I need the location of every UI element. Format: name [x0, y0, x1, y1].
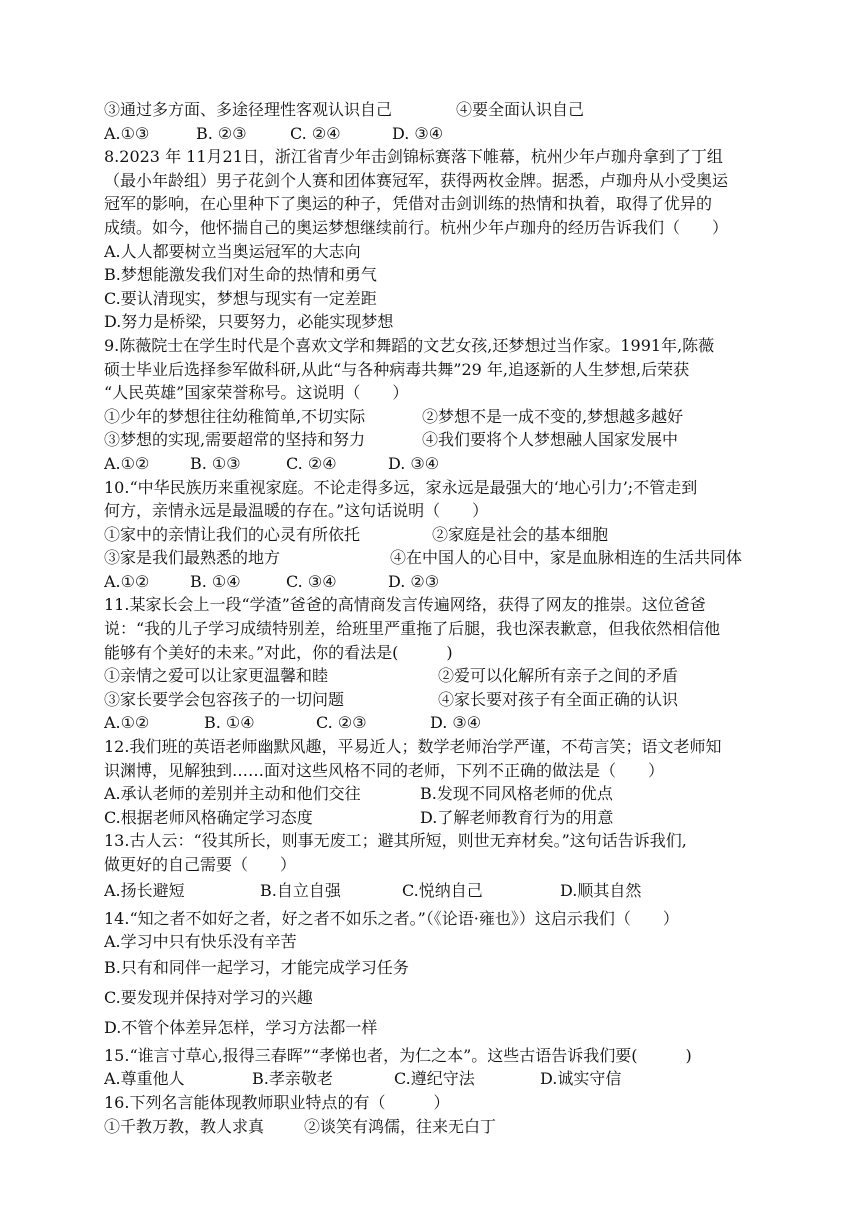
- q13-stem-line: 13.古人云：“役其所长，则事无废工；避其所短，则世无弃材矣。”这句话告诉我们,: [104, 831, 687, 851]
- q9-answer-choices: [104, 452, 769, 476]
- q16-stem-line: 16.下列名言能体现教师职业特点的有（ ）: [104, 1092, 450, 1112]
- q12-choice-a: A.承认老师的差别并主动和他们交往: [104, 784, 361, 804]
- choice-d: D. ③④: [388, 453, 440, 473]
- choice-b: B.自立自强: [260, 880, 341, 900]
- choice-c: C. ②④: [290, 123, 341, 143]
- choice-c: C.遵纪守法: [394, 1069, 475, 1089]
- choice-c: C.悦纳自己: [402, 880, 483, 900]
- q13-stem-line: 做更好的自己需要（ ）: [104, 855, 297, 874]
- q8-choice-a: A.人人都要树立当奥运冠军的大志向: [104, 241, 361, 261]
- q9-stem-line: 硕士毕业后选择参军做科研,从此“与各种病毒共舞”29 年,追逐新的人生梦想,后荣获: [104, 359, 690, 379]
- choice-a: A.①②: [104, 713, 150, 733]
- q13-answer-choices: [104, 877, 769, 907]
- choice-b: B. ①③: [190, 453, 241, 473]
- choice-b: B. ①④: [204, 713, 255, 733]
- q10-stem-line: 10.“中华民族历来重视家庭。不论走得多远，家永远是最强大的‘地心引力’;不管走到: [104, 477, 698, 497]
- q11-stem-line: 说：“我的儿子学习成绩特别差，给班里严重拖了后腿，我也深表歉意，但我依然相信他: [104, 619, 721, 639]
- q14-choice-a: A.学习中只有快乐没有辛苦: [104, 932, 297, 952]
- q12-choice-b: B.发现不同风格老师的优点: [420, 784, 613, 804]
- q10-answer-choices: [104, 570, 769, 594]
- choice-d: D.诚实守信: [540, 1069, 622, 1089]
- q14-stem-line: 14.“知之者不如好之者，好之者不如乐之者。”（《论语·雍也》）这启示我们（ ）: [104, 908, 679, 928]
- q9-stem-line: 9.陈薇院士在学生时代是个喜欢文学和舞蹈的文艺女孩,还梦想过当作家。1991年,陈薇: [104, 335, 715, 355]
- choice-c: C. ③④: [286, 571, 337, 591]
- q12-stem-line: 12.我们班的英语老师幽默风趣，平易近人；数学老师治学严谨，不苟言笑；语文老师知: [104, 737, 722, 757]
- q11-stem-line: 能够有个美好的未来。”对此，你的看法是( ): [104, 642, 453, 662]
- q10-stem-line: 何方，亲情永远是最温暖的存在。”这句话说明（ ）: [104, 501, 489, 521]
- q11-stem-line: 11.某家长会上一段“学渣”爸爸的高情商发言传遍网络，获得了网友的推崇。这位爸爸: [104, 595, 706, 615]
- q9-option-1: ①少年的梦想往往幼稚简单,不切实际: [104, 406, 366, 426]
- q10-options-1-2: [104, 523, 769, 547]
- q11-option-2: ②爱可以化解所有亲子之间的矛盾: [438, 666, 679, 686]
- choice-a: A.①②: [104, 571, 150, 591]
- q7-option-4: ④要全面认识自己: [456, 100, 585, 119]
- q15-answer-choices: [104, 1067, 769, 1091]
- q8-stem-line: 8.2023 年 11月21日，浙江省青少年击剑锦标赛落下帷幕，杭州少年卢珈舟拿到了丁组: [104, 147, 723, 167]
- q8-choice-c: C.要认清现实，梦想与现实有一定差距: [104, 288, 377, 308]
- choice-d: D. ③④: [430, 713, 482, 733]
- exam-page: [104, 98, 769, 1138]
- q14-choice-c: C.要发现并保持对学习的兴趣: [104, 987, 313, 1007]
- q10-option-3: ③家是我们最熟悉的地方: [104, 548, 281, 568]
- q9-option-3: ③梦想的实现,需要超常的坚持和努力: [104, 430, 366, 450]
- choice-d: D.顺其自然: [560, 880, 642, 900]
- choice-a: A.①②: [104, 453, 150, 473]
- choice-a: A.尊重他人: [104, 1069, 185, 1089]
- q10-option-4: ④在中国人的心目中，家是血脉相连的生活共同体: [390, 548, 743, 568]
- q8-choice-b: B.梦想能激发我们对生命的热情和勇气: [104, 265, 377, 285]
- q11-answer-choices: [104, 711, 769, 735]
- choice-b: B.孝亲敬老: [252, 1069, 333, 1089]
- choice-d: D. ②③: [388, 571, 440, 591]
- q11-options-3-4: [104, 688, 769, 712]
- choice-a: A.①③: [104, 123, 150, 143]
- q16-option-2: ②谈笑有鸿儒，往来无白丁: [304, 1116, 497, 1136]
- choice-d: D. ③④: [392, 123, 444, 143]
- q11-option-1: ①亲情之爱可以让家更温馨和睦: [104, 666, 329, 686]
- q7-options-3-4: [104, 98, 769, 122]
- choice-b: B. ①④: [190, 571, 241, 591]
- q12-choices-a-b: [104, 782, 769, 806]
- q12-choice-c: C.根据老师风格确定学习态度: [104, 807, 313, 827]
- q16-option-1: ①千教万教，教人求真: [104, 1116, 265, 1136]
- q14-choice-b: B.只有和同伴一起学习，才能完成学习任务: [104, 957, 409, 977]
- q10-options-3-4: [104, 546, 769, 570]
- q10-option-1: ①家中的亲情让我们的心灵有所依托: [104, 524, 361, 544]
- q11-option-3: ③家长要学会包容孩子的一切问题: [104, 689, 345, 709]
- q7-answer-choices: [104, 122, 769, 146]
- q9-option-4: ④我们要将个人梦想融人国家发展中: [422, 430, 679, 450]
- q7-option-3: ③通过多方面、多途径理性客观认识自己: [104, 100, 393, 119]
- choice-a: A.扬长避短: [104, 880, 185, 900]
- choice-c: C. ②③: [316, 713, 367, 733]
- q11-option-4: ④家长要对孩子有全面正确的认识: [438, 689, 679, 709]
- choice-c: C. ②④: [286, 453, 337, 473]
- q8-stem-line: （最小年龄组）男子花剑个人赛和团体赛冠军，获得两枚金牌。据悉，卢珈舟从小受奥运: [104, 170, 729, 190]
- q12-choices-c-d: [104, 806, 769, 830]
- q12-choice-d: D.了解老师教育行为的用意: [420, 807, 614, 827]
- q12-stem-line: 识渊博，见解独到……面对这些风格不同的老师，下列不正确的做法是（ ）: [104, 760, 665, 780]
- q15-stem-line: 15.“谁言寸草心,报得三春晖”“孝悌也者，为仁之本”。这些古语告诉我们要( ): [104, 1045, 692, 1065]
- q10-option-2: ②家庭是社会的基本细胞: [432, 524, 609, 544]
- q11-options-1-2: [104, 664, 769, 688]
- q8-choice-d: D.努力是桥梁，只要努力，必能实现梦想: [104, 312, 394, 332]
- q8-stem-line: 冠军的影响，在心里种下了奥运的种子，凭借对击剑训练的热情和执着，取得了优异的: [104, 194, 713, 214]
- q9-option-2: ②梦想不是一成不变的,梦想越多越好: [422, 406, 684, 426]
- q9-options-3-4: [104, 428, 769, 452]
- choice-b: B. ②③: [196, 123, 247, 143]
- q9-stem-line: “人民英雄”国家荣誉称号。这说明（ ）: [104, 383, 409, 403]
- q8-stem-line: 成绩。如今，他怀揣自己的奥运梦想继续前行。杭州少年卢珈舟的经历告诉我们（ ）: [104, 217, 729, 237]
- q14-choice-d: D.不管个体差异怎样，学习方法都一样: [104, 1017, 378, 1037]
- q9-options-1-2: [104, 405, 769, 429]
- q16-options-1-2: [104, 1115, 769, 1139]
